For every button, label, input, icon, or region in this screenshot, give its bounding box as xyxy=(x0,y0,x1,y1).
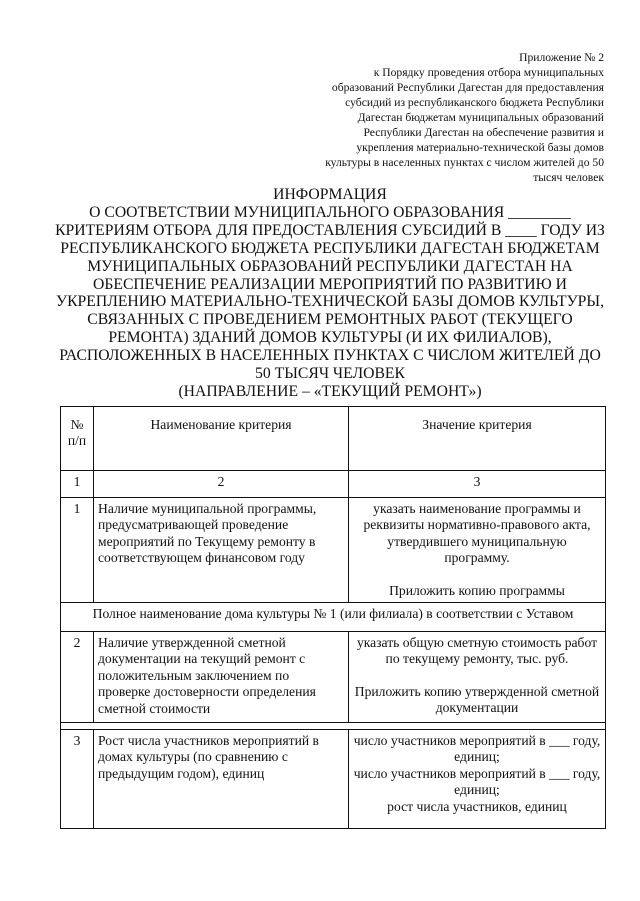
row-criterion: Рост числа участников мероприятий в домах культуры (по сравнению с предыдущим годом), единиц xyxy=(94,730,349,829)
appendix-line: к Порядку проведения отбора муниципальных xyxy=(373,66,604,79)
title-line: УКРЕПЛЕНИЮ МАТЕРИАЛЬНО-ТЕХНИЧЕСКОЙ БАЗЫ ДОМОВ КУЛЬТУРЫ, xyxy=(55,293,605,311)
title-line: МУНИЦИПАЛЬНЫХ ОБРАЗОВАНИЙ РЕСПУБЛИКИ ДАГЕСТАН НА xyxy=(87,257,573,275)
title-line: ОБЕСПЕЧЕНИЕ РЕАЛИЗАЦИИ МЕРОПРИЯТИЙ ПО РАЗВИТИЮ И xyxy=(93,275,567,293)
appendix-line: Приложение № 2 xyxy=(519,51,604,64)
row-num: 2 xyxy=(61,632,94,723)
title-line: РАСПОЛОЖЕННЫХ В НАСЕЛЕННЫХ ПУНКТАХ С ЧИСЛОМ ЖИТЕЛЕЙ ДО xyxy=(59,347,601,365)
row-value xyxy=(349,498,606,603)
header-criterion: Наименование критерия xyxy=(94,407,349,471)
title-line: РЕСПУБЛИКАНСКОГО БЮДЖЕТА РЕСПУБЛИКИ ДАГЕСТАН БЮДЖЕТАМ xyxy=(60,239,600,257)
title-line: 50 ТЫСЯЧ ЧЕЛОВЕК xyxy=(255,365,405,383)
appendix-line: субсидий из республиканского бюджета Республики xyxy=(345,96,604,109)
title-line: СВЯЗАННЫХ С ПРОВЕДЕНИЕМ РЕМОНТНЫХ РАБОТ (ТЕКУЩЕГО xyxy=(87,311,573,329)
appendix-line: укрепления материально-технической базы домов xyxy=(356,141,604,154)
title-line: О СООТВЕТСТВИИ МУНИЦИПАЛЬНОГО ОБРАЗОВАНИЯ ________ xyxy=(89,203,571,221)
appendix-line: образований Республики Дагестан для предоставления xyxy=(331,81,604,94)
table-row xyxy=(61,632,606,723)
row-criterion: Наличие муниципальной программы, предусматривающей проведение мероприятий по Текущему ремонту в соответствующем финансовом году xyxy=(94,498,349,603)
value-text: указать наименование программы и реквизиты нормативно-правового акта, утвердившего муниципальную программу. xyxy=(363,501,591,566)
value-note: Приложить копию утвержденной сметной документации xyxy=(354,683,600,716)
appendix-line: тысяч человек xyxy=(533,171,604,184)
row-value xyxy=(349,632,606,723)
table-spacer-row xyxy=(61,723,606,730)
col-number: 1 xyxy=(61,471,94,498)
appendix-line: Республики Дагестан на обеспечение развития и xyxy=(363,126,604,139)
row-num: 1 xyxy=(61,498,94,603)
criteria-table xyxy=(60,406,606,829)
col-number: 3 xyxy=(349,471,606,498)
appendix-line: Дагестан бюджетам муниципальных образований xyxy=(357,111,604,124)
appendix-line: культуры в населенных пунктах с числом жителей до 50 xyxy=(325,156,604,169)
row-value xyxy=(349,730,606,829)
dk-name-text: Полное наименование дома культуры № 1 (или филиала) в соответствии с Уставом xyxy=(61,603,606,632)
column-numbers-row xyxy=(61,471,606,498)
title-line: (НАПРАВЛЕНИЕ – «ТЕКУЩИЙ РЕМОНТ») xyxy=(178,382,482,400)
value-text: указать общую сметную стоимость работ по текущему ремонту, тыс. руб. xyxy=(356,635,598,667)
appendix-block xyxy=(304,50,604,185)
value-text: число участников мероприятий в ___ году, единиц; xyxy=(353,733,601,765)
value-text: число участников мероприятий в ___ году, единиц; xyxy=(353,765,601,798)
dk-name-row xyxy=(61,603,606,632)
document-title xyxy=(52,186,608,401)
table-row xyxy=(61,730,606,829)
table-row xyxy=(61,498,606,603)
table-header-row xyxy=(61,407,606,471)
value-text: рост числа участников, единиц xyxy=(387,798,567,814)
title-line: КРИТЕРИЯМ ОТБОРА ДЛЯ ПРЕДОСТАВЛЕНИЯ СУБСИДИЙ В ____ ГОДУ ИЗ xyxy=(55,221,605,239)
header-value: Значение критерия xyxy=(349,407,606,471)
title-line: РЕМОНТА) ЗДАНИЙ ДОМОВ КУЛЬТУРЫ (И ИХ ФИЛИАЛОВ), xyxy=(108,329,552,347)
value-note: Приложить копию программы xyxy=(389,582,565,598)
col-number: 2 xyxy=(94,471,349,498)
row-criterion: Наличие утвержденной сметной документации на текущий ремонт с положительным заключением по проверке достоверности определения сметной стоимости xyxy=(94,632,349,723)
header-num: № п/п xyxy=(61,407,94,471)
row-num: 3 xyxy=(61,730,94,829)
spacer-cell xyxy=(61,723,606,730)
title-line: ИНФОРМАЦИЯ xyxy=(273,186,387,203)
